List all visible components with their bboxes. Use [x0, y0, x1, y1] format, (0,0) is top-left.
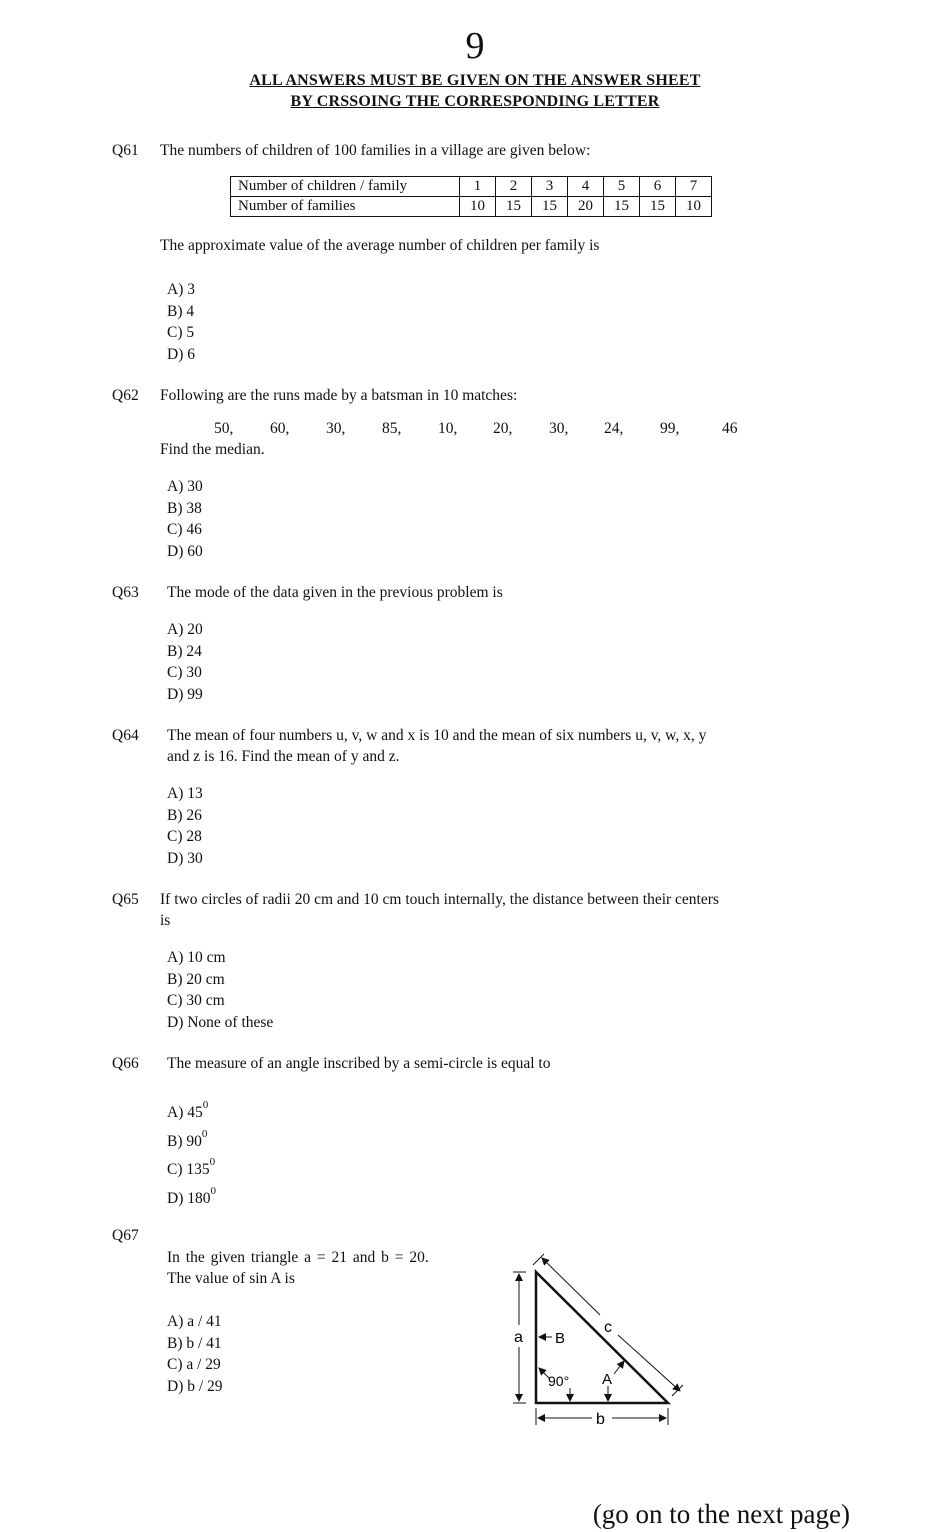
run-value: 30, [326, 420, 346, 437]
table-cell: 15 [640, 197, 676, 217]
angle-arrow [614, 1361, 624, 1374]
q64-text-line-1: The mean of four numbers u, v, w and x is 10 and the mean of six numbers u, v, w, x, y [167, 727, 707, 744]
run-value: 50, [214, 420, 234, 437]
side-c-label: c [604, 1319, 612, 1336]
option-c: C) 30 [167, 664, 202, 681]
option-b-label: B) 90 [167, 1132, 202, 1150]
option-b: B) 24 [167, 642, 202, 660]
table-row [231, 197, 712, 217]
q64-number: Q64 [112, 727, 139, 744]
run-value: 10, [438, 420, 458, 437]
q65-text-line-1: If two circles of radii 20 cm and 10 cm touch internally, the distance between their centers [160, 891, 719, 908]
table-row-label: Number of families [231, 197, 460, 217]
q61-options [167, 279, 195, 365]
run-value: 60, [270, 420, 290, 437]
table-cell: 6 [640, 177, 676, 197]
table-cell: 20 [568, 197, 604, 217]
page-number: 9 [465, 25, 485, 67]
q66-number: Q66 [112, 1055, 139, 1072]
option-c: C) 28 [167, 828, 202, 845]
q67-text-line-1: In the given triangle a = 21 and b = 20. [167, 1249, 429, 1266]
table-row-label: Number of children / family [231, 177, 460, 197]
option-d: D) 60 [167, 542, 203, 560]
q64-text-line-2: and z is 16. Find the mean of y and z. [167, 748, 400, 765]
runs-list [214, 420, 738, 438]
table-cell: 5 [604, 177, 640, 197]
option-a: A) 30 [167, 478, 203, 495]
table-cell: 15 [496, 197, 532, 217]
option-a: A) 20 [167, 621, 203, 638]
q62-question: Find the median. [160, 441, 265, 458]
instructions-line-2: BY CRSSOING THE CORRESPONDING LETTER [290, 93, 660, 110]
angle-b-label: B [555, 1330, 566, 1347]
table-cell: 15 [604, 197, 640, 217]
q63-options [167, 619, 203, 705]
table-cell: 10 [676, 197, 712, 217]
option-c: C) 30 cm [167, 992, 225, 1009]
option-c-label: C) 135 [167, 1161, 210, 1178]
run-value: 99, [660, 420, 680, 437]
table-cell: 4 [568, 177, 604, 197]
table-cell: 3 [532, 177, 568, 197]
option-a: A) a / 41 [167, 1313, 222, 1330]
option-d: D) b / 29 [167, 1377, 223, 1395]
q62-options [167, 476, 203, 562]
option-a: A) 3 [167, 281, 195, 298]
side-a-label: a [514, 1329, 523, 1346]
option-d: D) 6 [167, 345, 195, 363]
right-angle-label: 90° [548, 1373, 570, 1389]
run-value: 20, [493, 420, 513, 437]
table-row [231, 177, 712, 197]
option-a [167, 1095, 216, 1124]
option-b: B) 20 cm [167, 970, 225, 988]
q63-number: Q63 [112, 584, 139, 601]
option-c: C) a / 29 [167, 1356, 221, 1373]
degree-superscript: 0 [201, 1127, 208, 1140]
option-d-label: D) 180 [167, 1189, 211, 1207]
q66-text: The measure of an angle inscribed by a semi-circle is equal to [167, 1055, 551, 1072]
option-c: C) 5 [167, 324, 195, 341]
q67-text-line-2: The value of sin A is [167, 1270, 295, 1287]
option-c: C) 46 [167, 521, 202, 538]
option-c [167, 1152, 216, 1181]
run-value: 85, [382, 420, 402, 437]
side-b-label: b [596, 1411, 605, 1428]
option-d: D) 99 [167, 685, 203, 703]
q62-text: Following are the runs made by a batsman in 10 matches: [160, 387, 518, 404]
option-a-label: A) 45 [167, 1104, 203, 1121]
degree-superscript: 0 [202, 1099, 209, 1111]
table-cell: 10 [460, 197, 496, 217]
q67-options [167, 1311, 223, 1397]
option-b: B) 38 [167, 499, 202, 517]
run-value: 46 [722, 420, 738, 437]
table-cell: 15 [532, 197, 568, 217]
option-a: A) 13 [167, 785, 203, 802]
option-d: D) 30 [167, 849, 203, 867]
q61-number: Q61 [112, 142, 139, 159]
option-b: B) 26 [167, 806, 202, 824]
instructions-line-1: ALL ANSWERS MUST BE GIVEN ON THE ANSWER SHEET [249, 72, 701, 89]
q65-number: Q65 [112, 891, 139, 908]
option-d: D) None of these [167, 1013, 274, 1031]
option-b: B) 4 [167, 302, 195, 320]
table-cell: 1 [460, 177, 496, 197]
angle-a-label: A [602, 1371, 613, 1388]
next-page-note: (go on to the next page) [592, 1499, 850, 1529]
degree-superscript: 0 [209, 1156, 216, 1168]
right-triangle-figure [500, 1245, 700, 1435]
q65-options [167, 947, 273, 1033]
option-a: A) 10 cm [167, 949, 226, 966]
table-cell: 7 [676, 177, 712, 197]
degree-superscript: 0 [210, 1184, 216, 1197]
table-cell: 2 [496, 177, 532, 197]
q61-question: The approximate value of the average number of children per family is [160, 237, 600, 254]
children-families-table [230, 176, 712, 217]
option-b [167, 1124, 216, 1153]
q66-options [167, 1095, 216, 1209]
option-b: B) b / 41 [167, 1334, 222, 1352]
run-value: 30, [549, 420, 569, 437]
run-value: 24, [604, 420, 624, 437]
q65-text-line-2: is [160, 912, 171, 929]
option-d [167, 1181, 216, 1210]
q64-options [167, 783, 203, 869]
q62-number: Q62 [112, 387, 139, 404]
q63-text: The mode of the data given in the previous problem is [167, 584, 503, 601]
q61-text: The numbers of children of 100 families in a village are given below: [160, 142, 591, 159]
q67-number: Q67 [112, 1227, 139, 1244]
